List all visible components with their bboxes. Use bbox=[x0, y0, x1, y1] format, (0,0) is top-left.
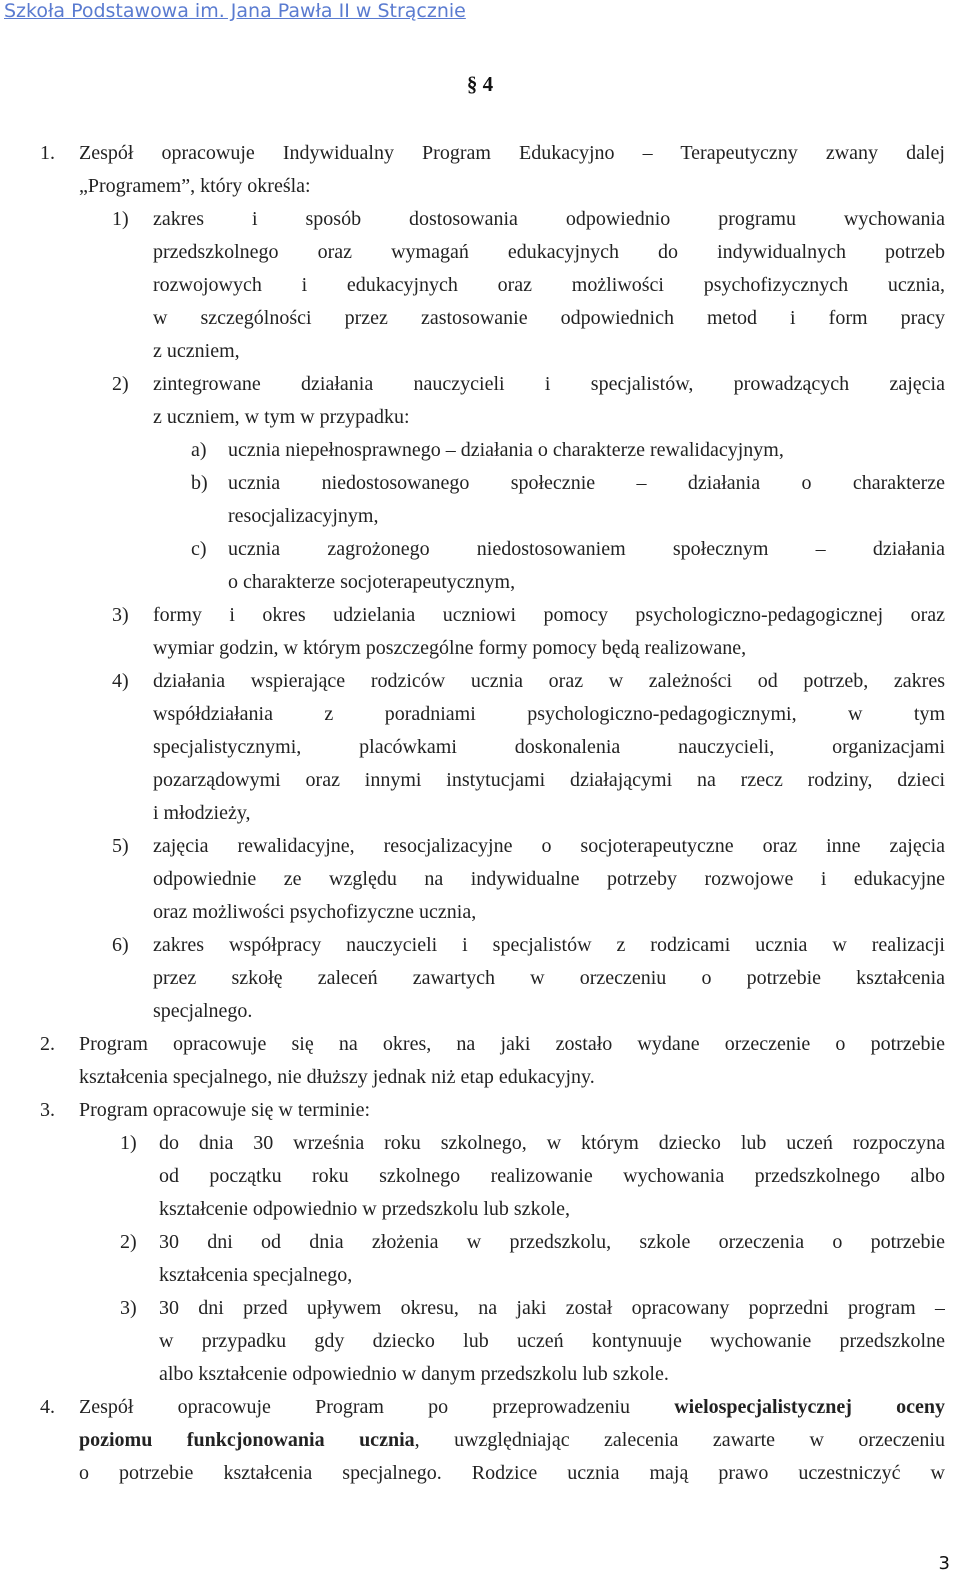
term-3-line: w przypadku gdy dziecko lub uczeń kontynuuje wychowanie przedszkolne bbox=[159, 1330, 945, 1352]
item-1-line: rozwojowych i edukacyjnych oraz możliwości psychofizycznych ucznia, bbox=[153, 274, 945, 296]
item-3-number: 3) bbox=[112, 604, 129, 626]
item-1-number: 1) bbox=[112, 208, 129, 230]
item-5-line: zajęcia rewalidacyjne, resocjalizacyjne o socjoterapeutyczne oraz inne zajęcia bbox=[153, 835, 945, 857]
item-4-line: i młodzieży, bbox=[153, 802, 251, 824]
paragraph-2-line: kształcenia specjalnego, nie dłuższy jednak niż etap edukacyjny. bbox=[79, 1066, 595, 1088]
term-3-line: albo kształcenie odpowiednio w danym przedszkolu lub szkole. bbox=[159, 1363, 669, 1385]
paragraph-4-bold-text: poziomu funkcjonowania ucznia bbox=[79, 1429, 415, 1451]
term-3-line: 30 dni przed upływem okresu, na jaki został opracowany poprzedni program – bbox=[159, 1297, 945, 1319]
school-name-link[interactable]: Szkoła Podstawowa im. Jana Pawła II w Strącznie bbox=[4, 0, 466, 22]
term-2-line: kształcenia specjalnego, bbox=[159, 1264, 353, 1286]
term-1-line: do dnia 30 września roku szkolnego, w którym dziecko lub uczeń rozpoczyna bbox=[159, 1132, 945, 1154]
paragraph-1-number: 1. bbox=[40, 142, 55, 164]
item-1-line: w szczególności przez zastosowanie odpowiednich metod i form pracy bbox=[153, 307, 945, 329]
item-6-number: 6) bbox=[112, 934, 129, 956]
item-6-line: zakres współpracy nauczycieli i specjalistów z rodzicami ucznia w realizacji bbox=[153, 934, 945, 956]
term-3-number: 3) bbox=[120, 1297, 137, 1319]
item-4-line: działania wspierające rodziców ucznia oraz w zależności od potrzeb, zakres bbox=[153, 670, 945, 692]
item-1-line: z uczniem, bbox=[153, 340, 240, 362]
subitem-b-letter: b) bbox=[191, 472, 208, 494]
page-number: 3 bbox=[938, 1553, 950, 1574]
paragraph-4-text: Zespół opracowuje Program po przeprowadzeniu bbox=[79, 1396, 631, 1418]
paragraph-4-line bbox=[79, 1393, 945, 1421]
item-6-line: specjalnego. bbox=[153, 1000, 253, 1022]
item-1-line: przedszkolnego oraz wymagań edukacyjnych do indywidualnych potrzeb bbox=[153, 241, 945, 263]
item-5-line: oraz możliwości psychofizyczne ucznia, bbox=[153, 901, 477, 923]
term-2-line: 30 dni od dnia złożenia w przedszkolu, szkole orzeczenia o potrzebie bbox=[159, 1231, 945, 1253]
subitem-c-line: o charakterze socjoterapeutycznym, bbox=[228, 571, 516, 593]
section-heading: § 4 bbox=[466, 72, 494, 96]
item-2-line: z uczniem, w tym w przypadku: bbox=[153, 406, 410, 428]
subitem-c-line: ucznia zagrożonego niedostosowaniem społecznym – działania bbox=[228, 538, 945, 560]
item-5-number: 5) bbox=[112, 835, 129, 857]
paragraph-2-line: Program opracowuje się na okres, na jaki zostało wydane orzeczenie o potrzebie bbox=[79, 1033, 945, 1055]
term-1-line: kształcenie odpowiednio w przedszkolu lub szkole, bbox=[159, 1198, 570, 1220]
subitem-a-line: ucznia niepełnosprawnego – działania o charakterze rewalidacyjnym, bbox=[228, 439, 784, 461]
paragraph-1-line: Zespół opracowuje Indywidualny Program Edukacyjno – Terapeutyczny zwany dalej bbox=[79, 142, 945, 164]
paragraph-3-number: 3. bbox=[40, 1099, 55, 1121]
item-4-line: pozarządowymi oraz innymi instytucjami działającymi na rzecz rodziny, dzieci bbox=[153, 769, 945, 791]
item-6-line: przez szkołę zaleceń zawartych w orzeczeniu o potrzebie kształcenia bbox=[153, 967, 945, 989]
paragraph-4-number: 4. bbox=[40, 1396, 55, 1418]
item-1-line: zakres i sposób dostosowania odpowiednio programu wychowania bbox=[153, 208, 945, 230]
paragraph-3-line: Program opracowuje się w terminie: bbox=[79, 1099, 371, 1121]
term-2-number: 2) bbox=[120, 1231, 137, 1253]
term-1-line: od początku roku szkolnego realizowanie wychowania przedszkolnego albo bbox=[159, 1165, 945, 1187]
subitem-a-letter: a) bbox=[191, 439, 207, 461]
paragraph-4-text: , uwzględniając zalecenia zawarte w orzeczeniu bbox=[414, 1429, 945, 1451]
paragraph-4-line: o potrzebie kształcenia specjalnego. Rodzice ucznia mają prawo uczestniczyć w bbox=[79, 1462, 945, 1484]
item-5-line: odpowiednie ze względu na indywidualne potrzeby rozwojowe i edukacyjne bbox=[153, 868, 945, 890]
paragraph-4-bold-text: wielospecjalistycznej oceny bbox=[674, 1396, 945, 1418]
item-4-line: specjalistycznymi, placówkami doskonalenia nauczycieli, organizacjami bbox=[153, 736, 945, 758]
paragraph-4-line bbox=[79, 1426, 945, 1454]
paragraph-2-number: 2. bbox=[40, 1033, 55, 1055]
item-2-number: 2) bbox=[112, 373, 129, 395]
item-3-line: formy i okres udzielania uczniowi pomocy psychologiczno-pedagogicznej oraz bbox=[153, 604, 945, 626]
item-4-number: 4) bbox=[112, 670, 129, 692]
term-1-number: 1) bbox=[120, 1132, 137, 1154]
subitem-b-line: resocjalizacyjnym, bbox=[228, 505, 379, 527]
item-4-line: współdziałania z poradniami psychologiczno-pedagogicznymi, w tym bbox=[153, 703, 945, 725]
item-2-line: zintegrowane działania nauczycieli i specjalistów, prowadzących zajęcia bbox=[153, 373, 945, 395]
paragraph-1-line: „Programem”, który określa: bbox=[79, 175, 311, 197]
subitem-c-letter: c) bbox=[191, 538, 207, 560]
item-3-line: wymiar godzin, w którym poszczególne formy pomocy będą realizowane, bbox=[153, 637, 747, 659]
subitem-b-line: ucznia niedostosowanego społecznie – działania o charakterze bbox=[228, 472, 945, 494]
